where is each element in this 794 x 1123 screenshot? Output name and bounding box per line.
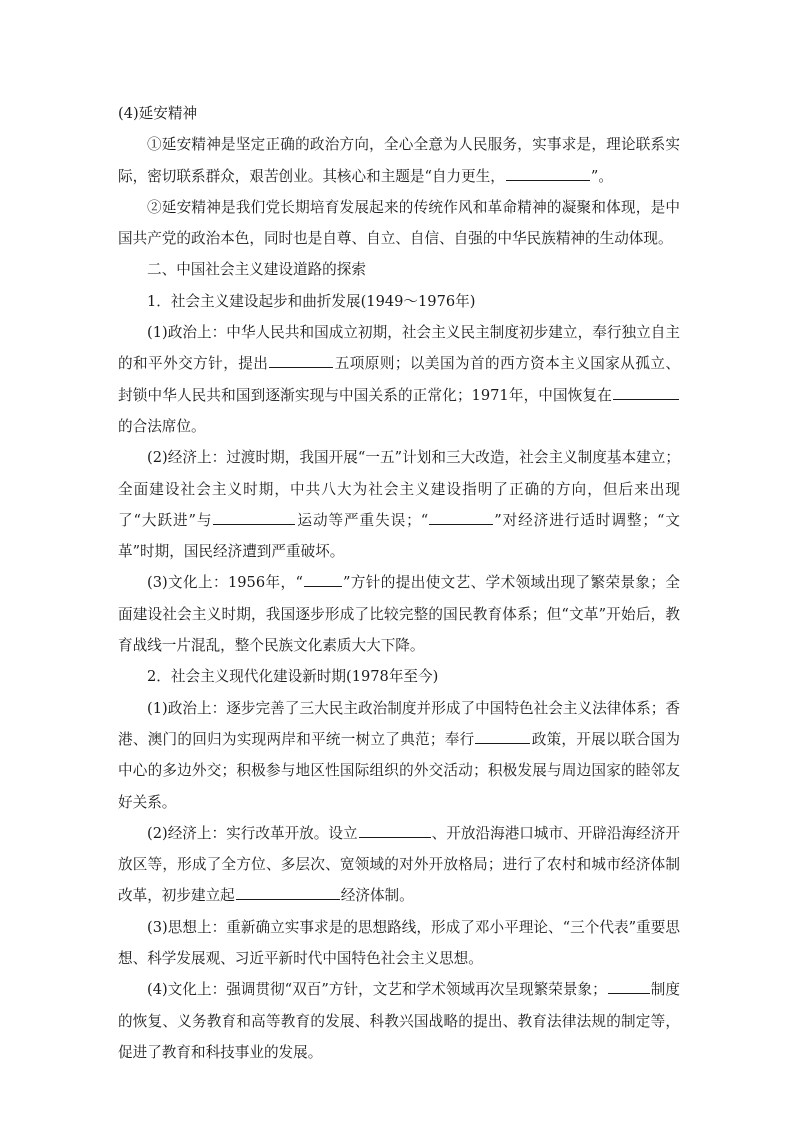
- stage-two-economy: (2)经济上：实行改革开放。设立 、开放沿海港口城市、开辟沿海经济开放区等，形成了全方位、多层次、宽领域的对外开放格局；进行了农村和城市经济体制改革，初步建立起 经济体制。: [118, 818, 680, 912]
- document-page: [118, 98, 680, 1068]
- fill-blank[interactable]: [304, 571, 342, 587]
- fill-blank[interactable]: [475, 728, 530, 744]
- fill-blank[interactable]: [506, 165, 590, 181]
- stage-two-thought: (3)思想上：重新确立实事求是的思想路线，形成了邓小平理论、“三个代表”重要思想、科学发展观、习近平新时代中国特色社会主义思想。: [118, 918, 680, 968]
- stage-two-politics: (1)政治上：逐步完善了三大民主政治制度并形成了中国特色社会主义法律体系；香港、澳门的回归为实现两岸和平统一树立了典范；奉行 政策，开展以联合国为中心的多边外交；积极参与地区性国际组织的外交活动；积极发展与周边国家的睦邻友好关系。: [118, 699, 680, 811]
- stage-one-politics: (1)政治上：中华人民共和国成立初期，社会主义民主制度初步建立，奉行独立自主的和平外交方针，提出 五项原则；以美国为首的西方资本主义国家从孤立、封锁中华人民共和国到逐渐实现与中国关系的正常化；1971年，中国恢复在的合法席位。: [118, 324, 680, 435]
- stage-one-title: 1．社会主义建设起步和曲折发展(1949～1976年): [147, 292, 476, 310]
- stage-two-title: 2．社会主义现代化建设新时期(1978年至今): [147, 668, 439, 686]
- yanan-paragraph-2: ②延安精神是我们党长期培育发展起来的传统作风和革命精神的凝聚和体现，是中国共产党的政治本色，同时也是自尊、自立、自信、自强的中华民族精神的生动体现。: [118, 198, 680, 248]
- stage-one-culture: (3)文化上：1956年，“ ”方针的提出使文艺、学术领域出现了繁荣景象；全面建设社会主义时期，我国逐步形成了比较完整的国民教育体系；但“文革”开始后，教育战线一片混乱，整个民族文化素质大大下降。: [118, 567, 680, 661]
- fill-blank[interactable]: [213, 509, 295, 525]
- yanan-heading: (4)延安精神: [118, 105, 198, 122]
- fill-blank[interactable]: [613, 384, 679, 400]
- fill-blank[interactable]: [236, 884, 340, 900]
- stage-one-economy: (2)经济上：过渡时期，我国开展“一五”计划和三大改造，社会主义制度基本建立；全面建设社会主义时期，中共八大为社会主义建设指明了正确的方向，但后来出现了“大跃进”与 运动等严重失误；“ ”对经济进行适时调整；“文革”时期，国民经济遭到严重破坏。: [118, 449, 680, 561]
- fill-blank[interactable]: [608, 978, 650, 994]
- fill-blank[interactable]: [359, 822, 431, 838]
- fill-blank[interactable]: [429, 509, 493, 525]
- stage-two-culture: (4)文化上：强调贯彻“双百”方针，文艺和学术领域再次呈现繁荣景象； 制度的恢复、义务教育和高等教育的发展、科教兴国战略的提出、教育法律法规的制定等，促进了教育和科技事业的发展。: [118, 974, 680, 1068]
- yanan-paragraph-1: ①延安精神是坚定正确的政治方向，全心全意为人民服务，实事求是，理论联系实际，密切联系群众，艰苦创业。其核心和主题是“自力更生， ”。: [118, 136, 680, 185]
- part-two-title: 二、中国社会主义建设道路的探索: [147, 261, 366, 279]
- fill-blank[interactable]: [269, 352, 333, 368]
